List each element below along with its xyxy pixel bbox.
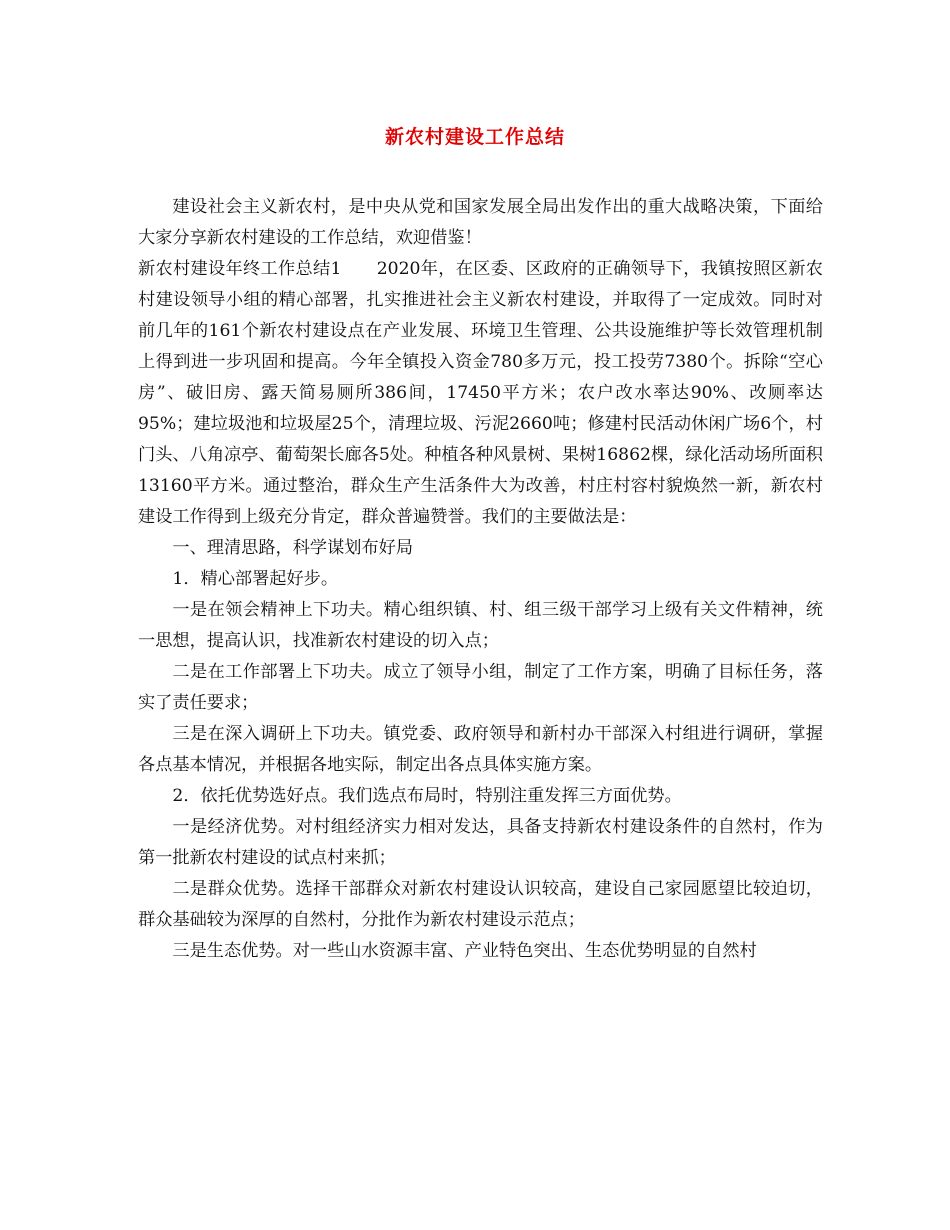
paragraph: 建设社会主义新农村，是中央从党和国家发展全局出发作出的重大战略决策，下面给大家分享新农村建设的工作总结，欢迎借鉴！ bbox=[138, 197, 823, 248]
paragraph: 一、理清思路，科学谋划布好局 bbox=[172, 538, 414, 558]
paragraph: 一是在领会精神上下功夫。精心组织镇、村、组三级干部学习上级有关文件精神，统一思想，提高认识，找准新农村建设的切入点； bbox=[138, 600, 823, 651]
paragraph: 新农村建设年终工作总结1 2020年，在区委、区政府的正确领导下，我镇按照区新农村建设领导小组的精心部署，扎实推进社会主义新农村建设，并取得了一定成效。同时对前几年的161个新农村建设点在产业发展、环境卫生管理、公共设施维护等长效管理机制上得到进一步巩固和提高。今年全镇投入资金780多万元，投工投劳7380个。拆除“空心房”、破旧房、露天简易厕所386间，17450平方米；农户改水率达90%、改厕率达95%；建垃圾池和垃圾屋25个，清理垃圾、污泥2660吨；修建村民活动休闲广场6个，村门头、八角凉亭、葡萄架长廊各5处。种植各种风景树、果树16862棵，绿化活动场所面积13160平方米。通过整治，群众生产生活条件大为改善，村庄村容村貌焕然一新，新农村建设工作得到上级充分肯定，群众普遍赞誉。我们的主要做法是： bbox=[138, 259, 823, 527]
paragraph: 一是经济优势。对村组经济实力相对发达，具备支持新农村建设条件的自然村，作为第一批新农村建设的试点村来抓； bbox=[138, 817, 823, 868]
paragraph: 三是生态优势。对一些山水资源丰富、产业特色突出、生态优势明显的自然村 bbox=[172, 941, 757, 961]
paragraph: 二是在工作部署上下功夫。成立了领导小组，制定了工作方案，明确了目标任务，落实了责任要求； bbox=[138, 662, 823, 713]
paragraph: 三是在深入调研上下功夫。镇党委、政府领导和新村办干部深入村组进行调研，掌握各点基本情况，并根据各地实际，制定出各点具体实施方案。 bbox=[138, 724, 823, 775]
document-title: 新农村建设工作总结 bbox=[384, 126, 565, 148]
paragraph: 2．依托优势选好点。我们选点布局时，特别注重发挥三方面优势。 bbox=[172, 786, 682, 806]
paragraph: 1．精心部署起好步。 bbox=[172, 569, 339, 589]
paragraph: 二是群众优势。选择干部群众对新农村建设认识较高，建设自己家园愿望比较迫切，群众基础较为深厚的自然村，分批作为新农村建设示范点； bbox=[138, 879, 823, 930]
document-body bbox=[138, 192, 823, 967]
